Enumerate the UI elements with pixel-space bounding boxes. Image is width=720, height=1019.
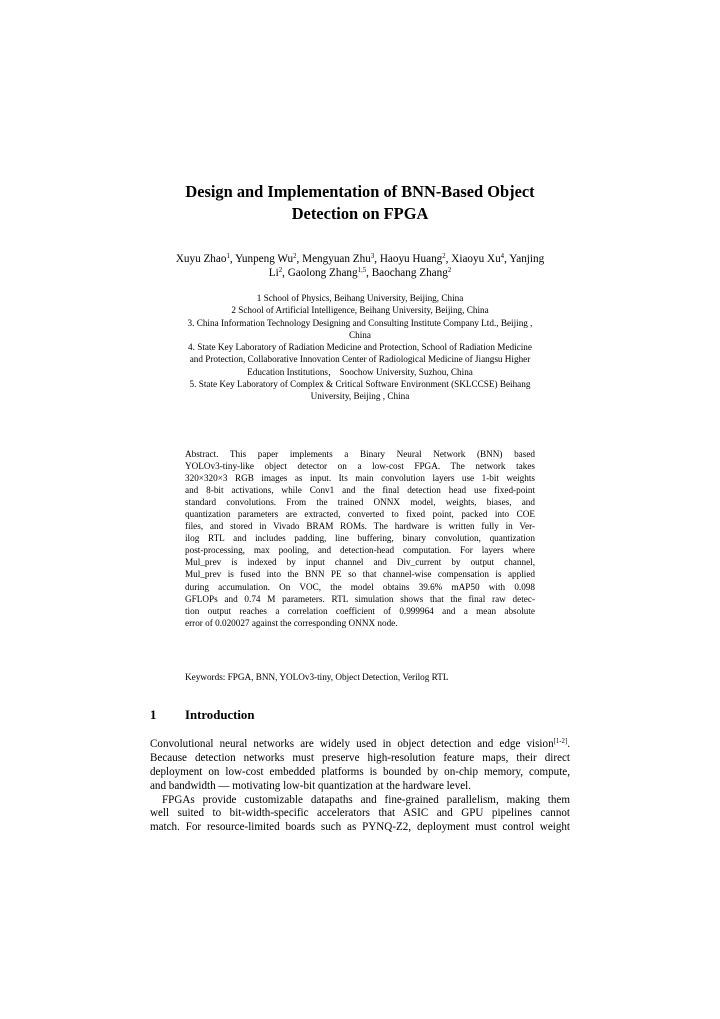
affiliation-line: 3. China Information Technology Designing and Consulting Institute Company Ltd., Beijing , [187,317,533,328]
author-line: Xuyu Zhao$^1$, Yunpeng Wu$^2$, Mengyuan Zhu$^3$, Haoyu Huang$^2$, Xiaoyu Xu$^4$, Yanjing [175,253,545,265]
author-name: Xuyu Zhao [175,253,227,265]
author-name: Yunpeng Wu [235,253,294,265]
body-line: Because detection networks must preserve high-resolution feature maps, their direct [150,751,570,764]
affiliation-line: University, Beijing , China [310,391,410,402]
body-line: deployment on low-cost embedded platforms is bounded by on-chip memory, compute, [150,765,570,778]
author-affiliation-mark: 2 [447,267,452,274]
author-affiliation-mark: 2 [442,253,446,260]
affiliation-line: Education Institutions， Soochow University, Suzhou, China [247,366,473,377]
section-heading [150,707,254,723]
paper-title [150,181,570,225]
author-name: Xiaoyu Xu [451,253,501,265]
author-affiliation-mark: 1,5 [357,267,367,274]
abstract-line: Abstract. This paper implements a Binary Neural Network (BNN) based [185,449,535,459]
author-line: Li$^2$, Gaolong Zhang$^{1,5}$, Baochang Zhang$^2$ [268,267,452,279]
affiliation-list [150,292,570,403]
citation-mark: [1-2] [553,738,568,745]
abstract-line: tion output reaches a correlation coefficient of 0.999964 and a mean absolute [185,605,535,616]
body-line: and bandwidth — motivating low-bit quantization at the hardware level. [150,779,472,792]
abstract-line: Mul_prev is fused into the BNN PE so that channel-wise compensation is applied [185,569,535,580]
author-name-part: Yanjing [509,253,545,265]
author-name-part: Li [268,267,279,279]
affiliation-line: China [349,329,371,340]
author-affiliation-mark: 3 [370,253,375,260]
abstract-line: quantization parameters are extracted, converted to fixed point, packed into COE [185,509,535,520]
author-name: Mengyuan Zhu [302,253,371,265]
body-line-text: Convolutional neural networks are widely used in object detection and edge vision [150,738,554,750]
abstract-line: standard convolutions. From the trained ONNX model, weights, biases, and [185,497,535,508]
title-line: Detection on FPGA [291,204,429,223]
abstract [185,448,535,629]
affiliation-line: and Protection, Collaborative Innovation Center of Radiological Medicine of Jiangsu Higher [189,354,531,365]
abstract-line: ilog RTL and includes padding, line buffering, binary convolution, quantization [185,533,535,544]
body-line [150,738,570,752]
title-line: Design and Implementation of BNN-Based Object [185,182,535,201]
affiliation-line: 1 School of Physics, Beihang University, Beijing, China [256,293,464,303]
abstract-line: Mul_prev is indexed by input channel and Div_current by output channel, [185,557,535,568]
abstract-line: 320×320×3 RGB images as input. Its main convolution layers use 1-bit weights [185,473,535,484]
body-line: match. For resource-limited boards such as PYNQ-Z2, deployment must control weight [150,821,570,834]
body-line: FPGAs provide customizable datapaths and fine-grained parallelism, making them [162,793,570,806]
author-name: Haoyu Huang [379,253,443,265]
author-affiliation-mark: 2 [278,267,283,274]
abstract-line: post-processing, max pooling, and detection-head computation. For layers where [185,545,535,556]
body-line: well suited to bit-width-specific accelerators that ASIC and GPU pipelines cannot [150,807,570,820]
body-line-punct: . [567,738,570,750]
abstract-line: and 8-bit activations, while Conv1 and the final detection head use fixed-point [185,485,535,496]
author-affiliation-mark: 2 [293,253,297,260]
abstract-line: YOLOv3-tiny-like object detector on a low-cost FPGA. The network takes [185,461,535,472]
keywords: Keywords: FPGA, BNN, YOLOv3-tiny, Object Detection, Verilog RTL [185,672,449,682]
affiliation-line: 5. State Key Laboratory of Complex & Critical Software Environment (SKLCCSE) Beihang [189,379,531,390]
section-number: 1 [150,708,157,722]
abstract-line: GFLOPs and 0.74 M parameters. RTL simulation shows that the final raw detec- [185,593,535,604]
abstract-line: files, and stored in Vivado BRAM ROMs. The hardware is written fully in Ver- [185,521,535,532]
author-affiliation-mark: 4 [500,253,505,260]
author-affiliation-mark: 1 [226,253,230,260]
affiliation-line: 4. State Key Laboratory of Radiation Medicine and Protection, School of Radiation Medicine [188,342,532,353]
author-list [150,252,570,280]
body-text [150,738,570,835]
author-name: Baochang Zhang [371,267,448,279]
affiliation-line: 2 School of Artificial Intelligence, Beihang University, Beijing, China [231,305,489,316]
abstract-line: during accumulation. On VOC, the model obtains 39.6% mAP50 with 0.098 [185,581,535,592]
author-name: Gaolong Zhang [287,267,358,279]
abstract-line: error of 0.020027 against the corresponding ONNX node. [185,617,398,628]
section-title: Introduction [185,708,255,722]
